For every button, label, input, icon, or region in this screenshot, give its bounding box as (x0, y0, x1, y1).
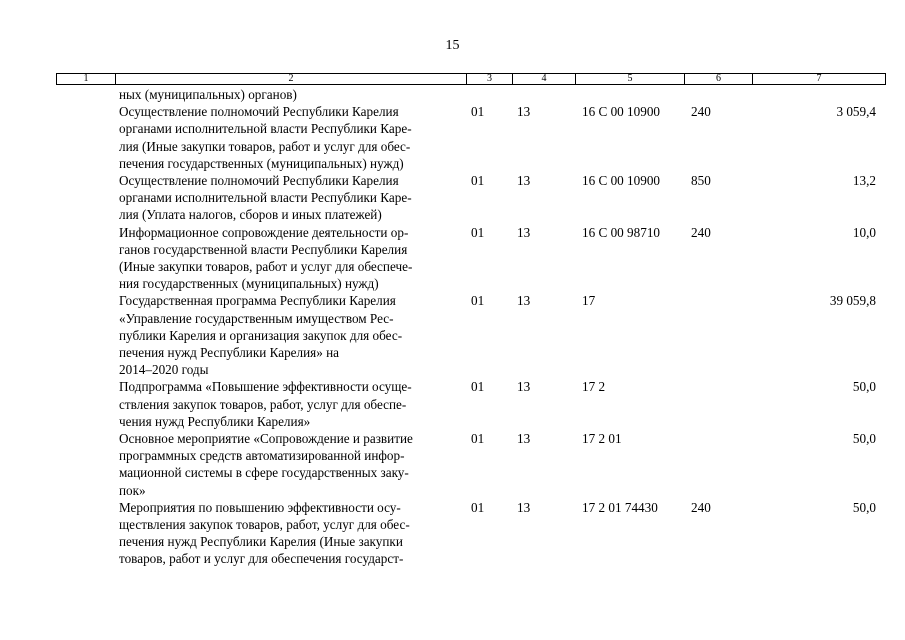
table-row (0, 86, 905, 103)
description-line: чения нужд Республики Карелия» (119, 413, 311, 429)
row-expense-type: 240 (691, 224, 711, 240)
table-row (0, 292, 905, 378)
header-col-1: 1 (57, 74, 116, 85)
header-col-6: 6 (685, 74, 753, 85)
row-subsection-code: 13 (517, 224, 531, 240)
row-description (119, 292, 459, 378)
row-subsection-code: 13 (517, 499, 531, 515)
description-line: (Иные закупки товаров, работ и услуг для обеспече- (119, 259, 413, 275)
page-number: 15 (445, 38, 460, 53)
row-description (119, 86, 459, 103)
row-expense-type: 240 (691, 499, 711, 515)
row-description (119, 378, 459, 430)
row-amount: 39 059,8 (829, 293, 876, 309)
row-section-code: 01 (471, 173, 485, 189)
row-amount: 13,2 (852, 173, 876, 189)
row-description (119, 103, 459, 172)
description-line: Информационное сопровождение деятельности ор- (119, 224, 409, 240)
row-description (119, 499, 459, 568)
row-amount: 10,0 (852, 224, 876, 240)
table-row (0, 224, 905, 293)
header-col-3: 3 (467, 74, 513, 85)
table-row (0, 378, 905, 430)
row-subsection-code: 13 (517, 293, 531, 309)
row-description (119, 430, 459, 499)
description-line: мационной системы в сфере государственных заку- (119, 465, 409, 481)
row-target-article: 17 2 01 (582, 431, 622, 447)
description-line: Основное мероприятие «Сопровождение и развитие (119, 431, 413, 447)
description-line: ществления закупок товаров, работ, услуг для обес- (119, 517, 410, 533)
description-line: Государственная программа Республики Карелия (119, 293, 396, 309)
row-amount: 50,0 (852, 431, 876, 447)
row-section-code: 01 (471, 104, 485, 120)
table-row (0, 499, 905, 568)
row-section-code: 01 (471, 499, 485, 515)
description-line: печения государственных (муниципальных) нужд) (119, 155, 404, 171)
description-line: «Управление государственным имуществом Рес- (119, 310, 394, 326)
description-line: лия (Уплата налогов, сборов и иных платежей) (119, 207, 382, 223)
row-subsection-code: 13 (517, 104, 531, 120)
description-line: ствления закупок товаров, работ, услуг для обеспе- (119, 396, 407, 412)
column-number-header (56, 73, 886, 85)
table-row (0, 430, 905, 499)
description-line: органами исполнительной власти Республики Каре- (119, 190, 412, 206)
row-amount: 50,0 (852, 499, 876, 515)
row-target-article: 17 (582, 293, 596, 309)
table-row (0, 103, 905, 172)
description-line: органами исполнительной власти Республики Каре- (119, 121, 412, 137)
header-col-2: 2 (116, 74, 467, 85)
row-amount: 3 059,4 (836, 104, 876, 120)
description-line: печения нужд Республики Карелия» на (119, 345, 340, 361)
description-line: лия (Иные закупки товаров, работ и услуг для обес- (119, 138, 411, 154)
row-section-code: 01 (471, 224, 485, 240)
header-col-7: 7 (753, 74, 886, 85)
row-expense-type: 850 (691, 173, 711, 189)
description-line: пок» (119, 482, 146, 498)
row-section-code: 01 (471, 431, 485, 447)
row-expense-type: 240 (691, 104, 711, 120)
description-line: программных средств автоматизированной инфор- (119, 448, 405, 464)
row-subsection-code: 13 (517, 173, 531, 189)
description-line: 2014–2020 годы (119, 362, 209, 378)
table-row (0, 172, 905, 224)
row-target-article: 17 2 (582, 379, 606, 395)
header-col-4: 4 (513, 74, 576, 85)
description-line: печения нужд Республики Карелия (Иные закупки (119, 534, 403, 550)
description-line: ния государственных (муниципальных) нужд) (119, 276, 379, 292)
row-section-code: 01 (471, 293, 485, 309)
row-target-article: 17 2 01 74430 (582, 499, 658, 515)
row-subsection-code: 13 (517, 431, 531, 447)
row-description (119, 224, 459, 293)
row-section-code: 01 (471, 379, 485, 395)
row-subsection-code: 13 (517, 379, 531, 395)
header-col-5: 5 (576, 74, 685, 85)
budget-table-body (0, 86, 905, 568)
description-line: Осуществление полномочий Республики Карелия (119, 104, 399, 120)
row-target-article: 16 С 00 10900 (582, 104, 661, 120)
description-line: Осуществление полномочий Республики Карелия (119, 173, 399, 189)
description-line: Подпрограмма «Повышение эффективности осуще- (119, 379, 412, 395)
row-target-article: 16 С 00 10900 (582, 173, 661, 189)
description-line: Мероприятия по повышению эффективности осу- (119, 499, 401, 515)
description-line: товаров, работ и услуг для обеспечения государст- (119, 551, 404, 567)
description-line: публики Карелия и организация закупок для обес- (119, 327, 403, 343)
description-line: ганов государственной власти Республики Карелия (119, 241, 408, 257)
description-line: ных (муниципальных) органов) (119, 87, 297, 102)
row-target-article: 16 С 00 98710 (582, 224, 661, 240)
row-amount: 50,0 (852, 379, 876, 395)
row-description (119, 172, 459, 224)
